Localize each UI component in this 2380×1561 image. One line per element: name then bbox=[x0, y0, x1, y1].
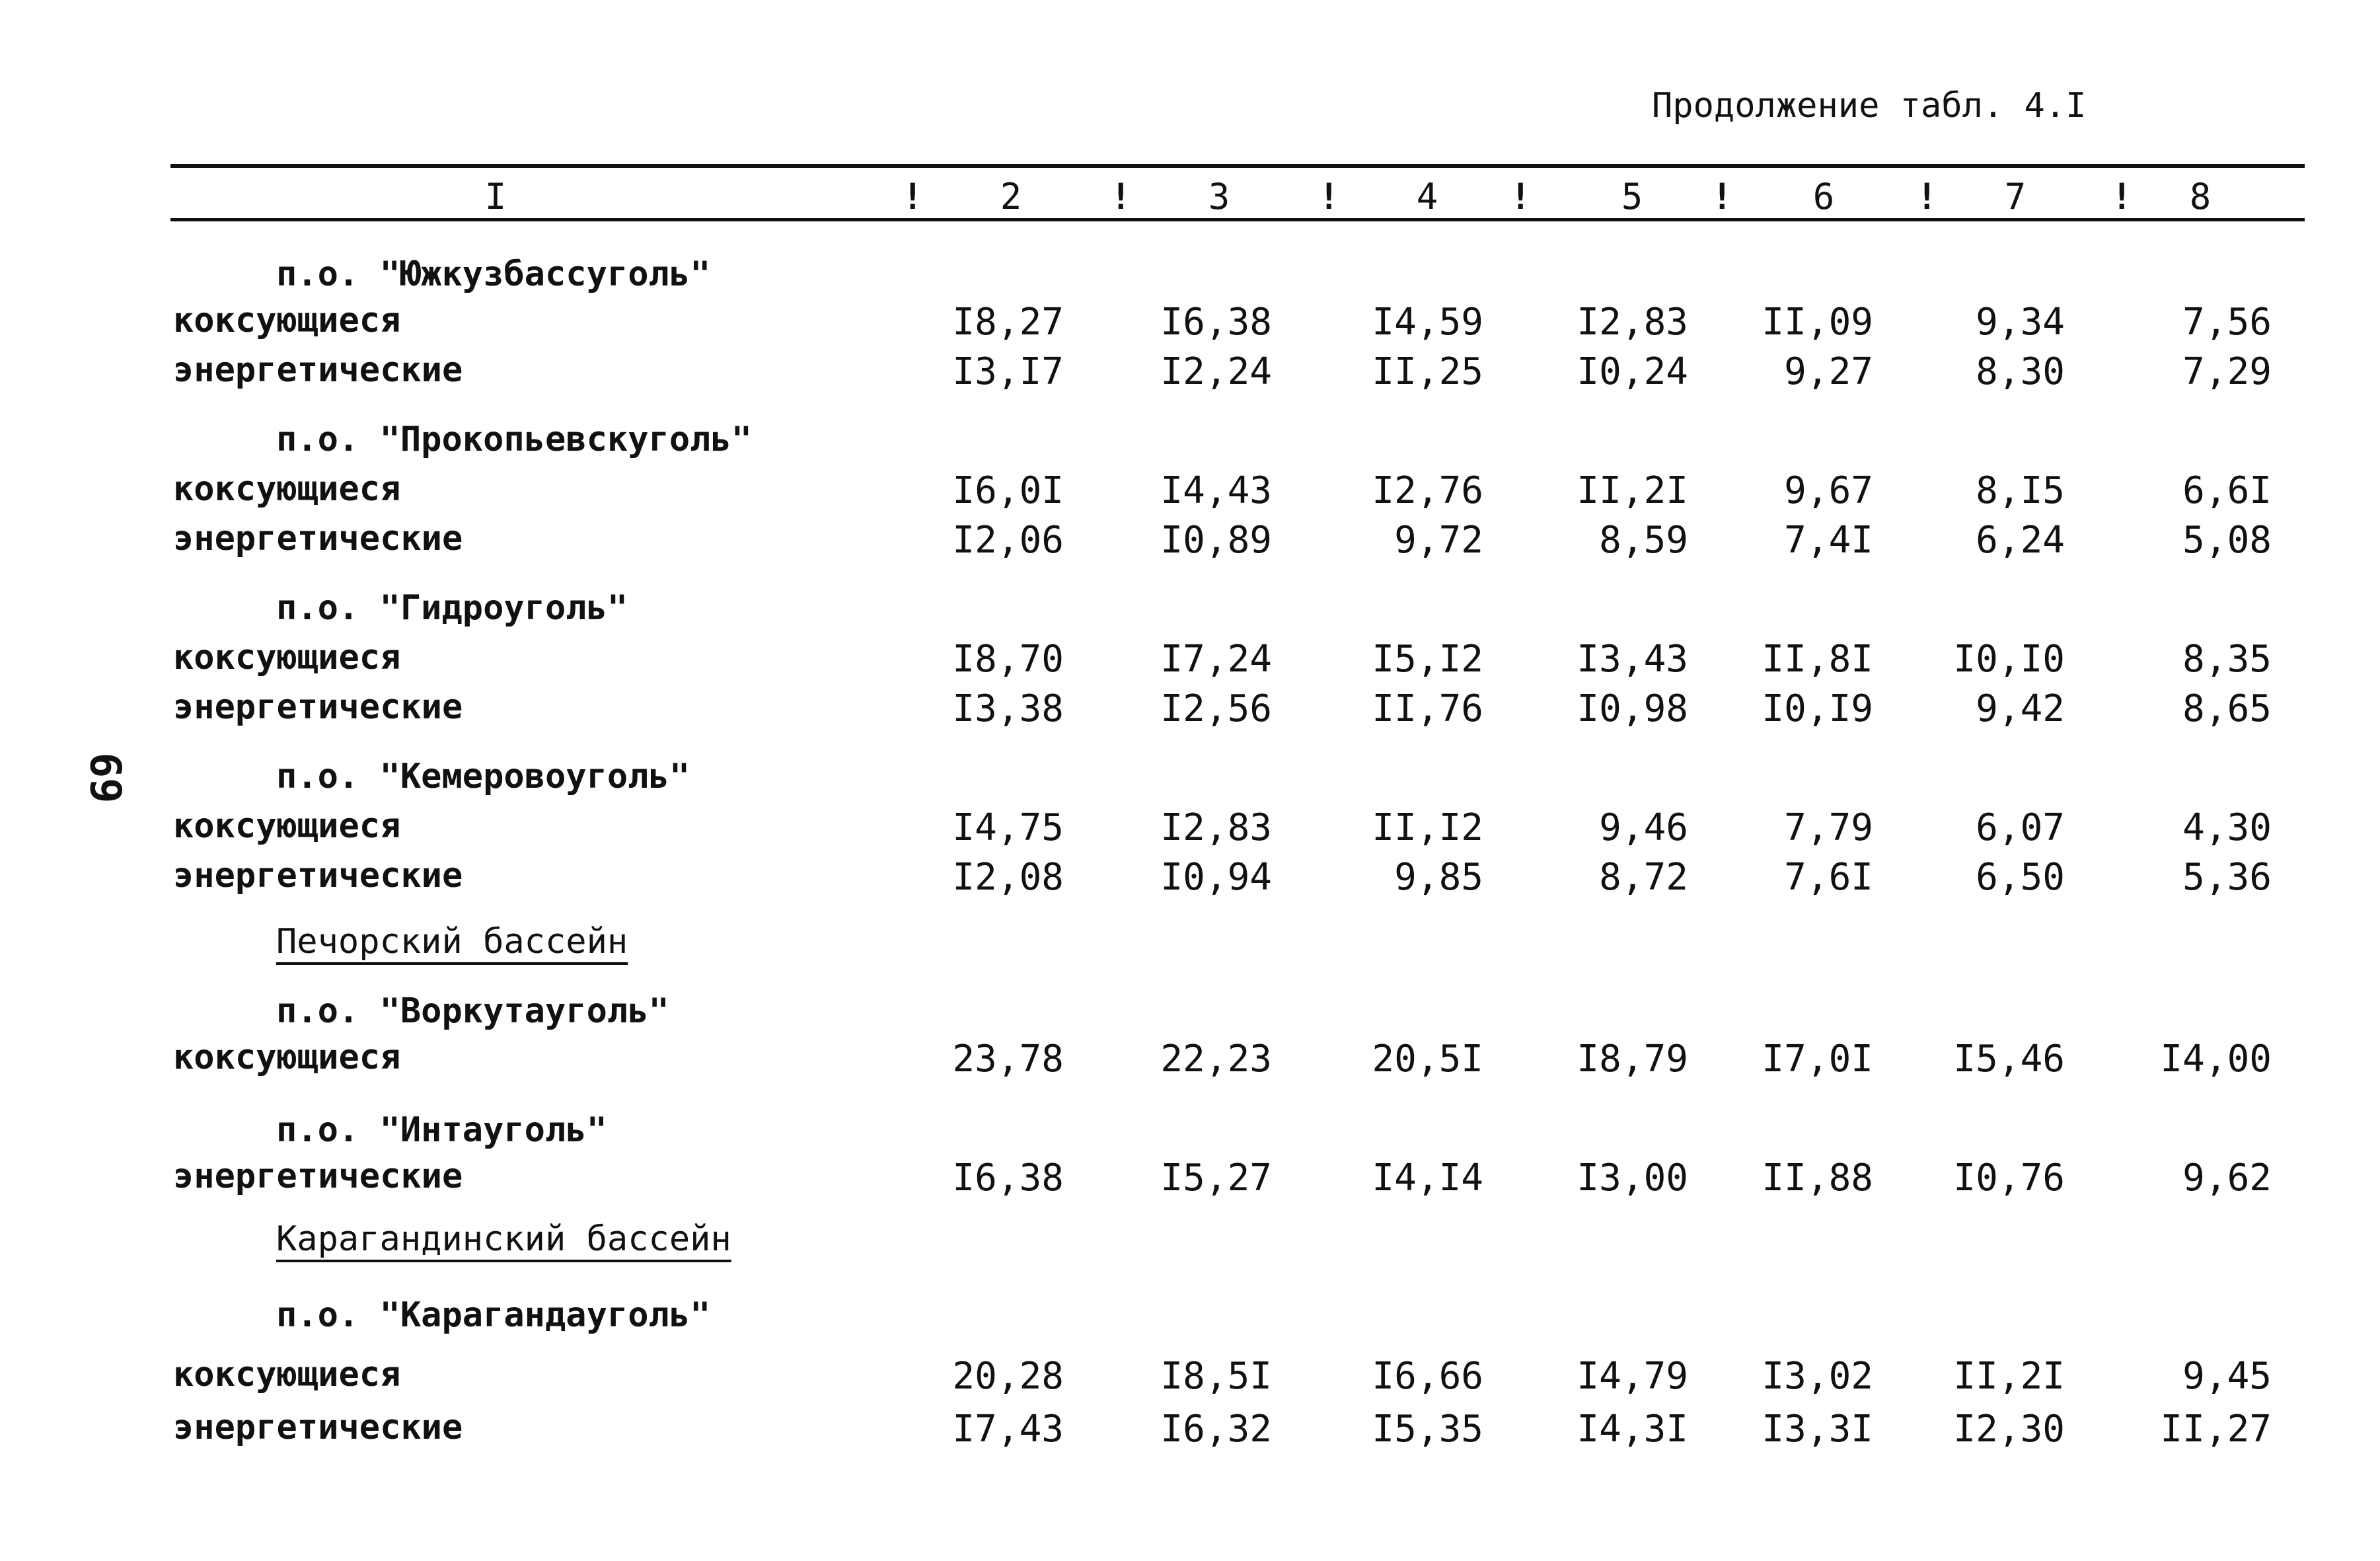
cell-col-7: II,2I bbox=[1953, 1355, 2065, 1398]
cell-col-7: 6,50 bbox=[1976, 856, 2065, 899]
cell-col-5: I0,24 bbox=[1577, 350, 1688, 393]
group-heading bbox=[0, 588, 2380, 634]
cell-col-3: I0,89 bbox=[1160, 519, 1272, 562]
column-separator: ! bbox=[1110, 176, 1132, 217]
cell-col-2: I8,27 bbox=[952, 301, 1064, 344]
column-separator: ! bbox=[1510, 176, 1532, 217]
cell-col-5: 8,59 bbox=[1599, 519, 1688, 562]
table-row bbox=[0, 806, 2380, 853]
cell-col-6: II,88 bbox=[1762, 1157, 1873, 1199]
cell-col-3: I7,24 bbox=[1160, 638, 1272, 681]
group-heading bbox=[0, 254, 2380, 301]
cell-col-2: I2,06 bbox=[952, 519, 1064, 562]
column-header-5: 5 bbox=[1621, 176, 1643, 217]
column-header-6: 6 bbox=[1812, 176, 1835, 217]
cell-col-8: 6,6I bbox=[2182, 469, 2272, 512]
basin-title: Печорский бассейн bbox=[276, 922, 628, 962]
row-label: коксующиеся bbox=[173, 469, 401, 509]
cell-col-2: 23,78 bbox=[952, 1038, 1064, 1081]
cell-col-5: I0,98 bbox=[1577, 687, 1688, 730]
cell-col-2: I3,I7 bbox=[952, 350, 1064, 393]
cell-col-6: II,8I bbox=[1762, 638, 1873, 681]
table-row bbox=[0, 856, 2380, 902]
cell-col-4: II,I2 bbox=[1372, 806, 1483, 849]
row-label: коксующиеся bbox=[173, 638, 401, 677]
cell-col-2: I4,75 bbox=[952, 806, 1064, 849]
cell-col-3: I2,24 bbox=[1160, 350, 1272, 393]
row-label: энергетические bbox=[173, 1408, 463, 1447]
cell-col-2: I2,08 bbox=[952, 856, 1064, 899]
table-row bbox=[0, 350, 2380, 397]
table-row bbox=[0, 1038, 2380, 1084]
basin-heading bbox=[0, 1219, 2380, 1266]
column-separator: ! bbox=[902, 176, 924, 217]
cell-col-6: 7,6I bbox=[1784, 856, 1873, 899]
cell-col-3: I4,43 bbox=[1160, 469, 1272, 512]
column-header-3: 3 bbox=[1208, 176, 1230, 217]
cell-col-7: I5,46 bbox=[1953, 1038, 2065, 1081]
cell-col-3: I6,38 bbox=[1160, 301, 1272, 344]
cell-col-4: 9,85 bbox=[1394, 856, 1483, 899]
cell-col-4: II,76 bbox=[1372, 687, 1483, 730]
cell-col-4: I6,66 bbox=[1372, 1355, 1483, 1398]
cell-col-2: I6,0I bbox=[952, 469, 1064, 512]
cell-col-5: I3,43 bbox=[1577, 638, 1688, 681]
cell-col-6: I7,0I bbox=[1762, 1038, 1873, 1081]
table-caption: Продолжение табл. 4.I bbox=[1652, 86, 2087, 126]
cell-col-4: II,25 bbox=[1372, 350, 1483, 393]
row-label: коксующиеся bbox=[173, 301, 401, 340]
cell-col-4: 9,72 bbox=[1394, 519, 1483, 562]
enterprise-name: п.о. "Карагандауголь" bbox=[276, 1295, 711, 1335]
cell-col-8: I4,00 bbox=[2160, 1038, 2272, 1081]
enterprise-name: п.о. "Южкузбассуголь" bbox=[276, 254, 711, 294]
enterprise-name: п.о. "Кемеровоуголь" bbox=[276, 757, 690, 796]
cell-col-5: 9,46 bbox=[1599, 806, 1688, 849]
column-separator: ! bbox=[2111, 176, 2133, 217]
cell-col-2: I6,38 bbox=[952, 1157, 1064, 1199]
cell-col-6: II,09 bbox=[1762, 301, 1873, 344]
cell-col-3: I2,83 bbox=[1160, 806, 1272, 849]
cell-col-6: 9,67 bbox=[1784, 469, 1873, 512]
row-label: энергетические bbox=[173, 350, 463, 390]
cell-col-6: 9,27 bbox=[1784, 350, 1873, 393]
enterprise-name: п.о. "Воркутауголь" bbox=[276, 991, 669, 1031]
cell-col-3: I5,27 bbox=[1160, 1157, 1272, 1199]
cell-col-4: I5,35 bbox=[1372, 1408, 1483, 1451]
cell-col-8: 9,45 bbox=[2182, 1355, 2272, 1398]
column-header-8: 8 bbox=[2189, 176, 2212, 217]
cell-col-7: 6,24 bbox=[1976, 519, 2065, 562]
enterprise-name: п.о. "Интауголь" bbox=[276, 1110, 607, 1150]
group-heading bbox=[0, 757, 2380, 803]
cell-col-5: II,2I bbox=[1577, 469, 1688, 512]
column-header-4: 4 bbox=[1416, 176, 1438, 217]
group-heading bbox=[0, 1110, 2380, 1157]
cell-col-8: 9,62 bbox=[2182, 1157, 2272, 1199]
cell-col-3: I8,5I bbox=[1160, 1355, 1272, 1398]
basin-title: Карагандинский бассейн bbox=[276, 1219, 731, 1259]
column-separator: ! bbox=[1916, 176, 1938, 217]
cell-col-7: 9,34 bbox=[1976, 301, 2065, 344]
cell-col-8: 5,36 bbox=[2182, 856, 2272, 899]
cell-col-2: I3,38 bbox=[952, 687, 1064, 730]
cell-col-6: 7,4I bbox=[1784, 519, 1873, 562]
cell-col-7: 6,07 bbox=[1976, 806, 2065, 849]
cell-col-5: 8,72 bbox=[1599, 856, 1688, 899]
cell-col-6: I3,02 bbox=[1762, 1355, 1873, 1398]
cell-col-4: 20,5I bbox=[1372, 1038, 1483, 1081]
cell-col-6: I3,3I bbox=[1762, 1408, 1873, 1451]
cell-col-8: 4,30 bbox=[2182, 806, 2272, 849]
cell-col-2: 20,28 bbox=[952, 1355, 1064, 1398]
cell-col-4: I5,I2 bbox=[1372, 638, 1483, 681]
cell-col-4: I4,I4 bbox=[1372, 1157, 1483, 1199]
table-row bbox=[0, 301, 2380, 347]
cell-col-6: 7,79 bbox=[1784, 806, 1873, 849]
cell-col-3: I6,32 bbox=[1160, 1408, 1272, 1451]
cell-col-7: 8,30 bbox=[1976, 350, 2065, 393]
cell-col-8: II,27 bbox=[2160, 1408, 2272, 1451]
column-header-I: I bbox=[484, 176, 507, 217]
cell-col-5: I4,79 bbox=[1577, 1355, 1688, 1398]
group-heading bbox=[0, 420, 2380, 466]
cell-col-4: I2,76 bbox=[1372, 469, 1483, 512]
column-separator: ! bbox=[1318, 176, 1340, 217]
enterprise-name: п.о. "Гидроуголь" bbox=[276, 588, 628, 628]
cell-col-7: I0,76 bbox=[1953, 1157, 2065, 1199]
cell-col-5: I8,79 bbox=[1577, 1038, 1688, 1081]
cell-col-3: 22,23 bbox=[1160, 1038, 1272, 1081]
table-row bbox=[0, 1355, 2380, 1401]
cell-col-8: 7,56 bbox=[2182, 301, 2272, 344]
column-header-7: 7 bbox=[2004, 176, 2027, 217]
cell-col-5: I4,3I bbox=[1577, 1408, 1688, 1451]
cell-col-8: 5,08 bbox=[2182, 519, 2272, 562]
row-label: энергетические bbox=[173, 519, 463, 558]
cell-col-5: I2,83 bbox=[1577, 301, 1688, 344]
table-row bbox=[0, 469, 2380, 515]
column-header-2: 2 bbox=[1000, 176, 1022, 217]
cell-col-3: I0,94 bbox=[1160, 856, 1272, 899]
row-label: энергетические bbox=[173, 856, 463, 895]
group-heading bbox=[0, 991, 2380, 1038]
cell-col-3: I2,56 bbox=[1160, 687, 1272, 730]
cell-col-7: I0,I0 bbox=[1953, 638, 2065, 681]
cell-col-8: 7,29 bbox=[2182, 350, 2272, 393]
row-label: коксующиеся bbox=[173, 1038, 401, 1077]
table-row bbox=[0, 638, 2380, 684]
table-row bbox=[0, 519, 2380, 565]
basin-heading bbox=[0, 922, 2380, 968]
cell-col-4: I4,59 bbox=[1372, 301, 1483, 344]
cell-col-2: I8,70 bbox=[952, 638, 1064, 681]
column-separator: ! bbox=[1711, 176, 1733, 217]
table-row bbox=[0, 687, 2380, 734]
page-number: 69 bbox=[80, 752, 130, 804]
row-label: энергетические bbox=[173, 687, 463, 727]
cell-col-6: I0,I9 bbox=[1762, 687, 1873, 730]
group-heading bbox=[0, 1295, 2380, 1342]
row-label: коксующиеся bbox=[173, 806, 401, 846]
cell-col-7: 8,I5 bbox=[1976, 469, 2065, 512]
row-label: энергетические bbox=[173, 1157, 463, 1196]
cell-col-8: 8,65 bbox=[2182, 687, 2272, 730]
cell-col-5: I3,00 bbox=[1577, 1157, 1688, 1199]
row-label: коксующиеся bbox=[173, 1355, 401, 1394]
cell-col-7: 9,42 bbox=[1976, 687, 2065, 730]
table-row bbox=[0, 1408, 2380, 1454]
cell-col-2: I7,43 bbox=[952, 1408, 1064, 1451]
cell-col-8: 8,35 bbox=[2182, 638, 2272, 681]
table-row bbox=[0, 1157, 2380, 1203]
cell-col-7: I2,30 bbox=[1953, 1408, 2065, 1451]
enterprise-name: п.о. "Прокопьевскуголь" bbox=[276, 420, 753, 459]
